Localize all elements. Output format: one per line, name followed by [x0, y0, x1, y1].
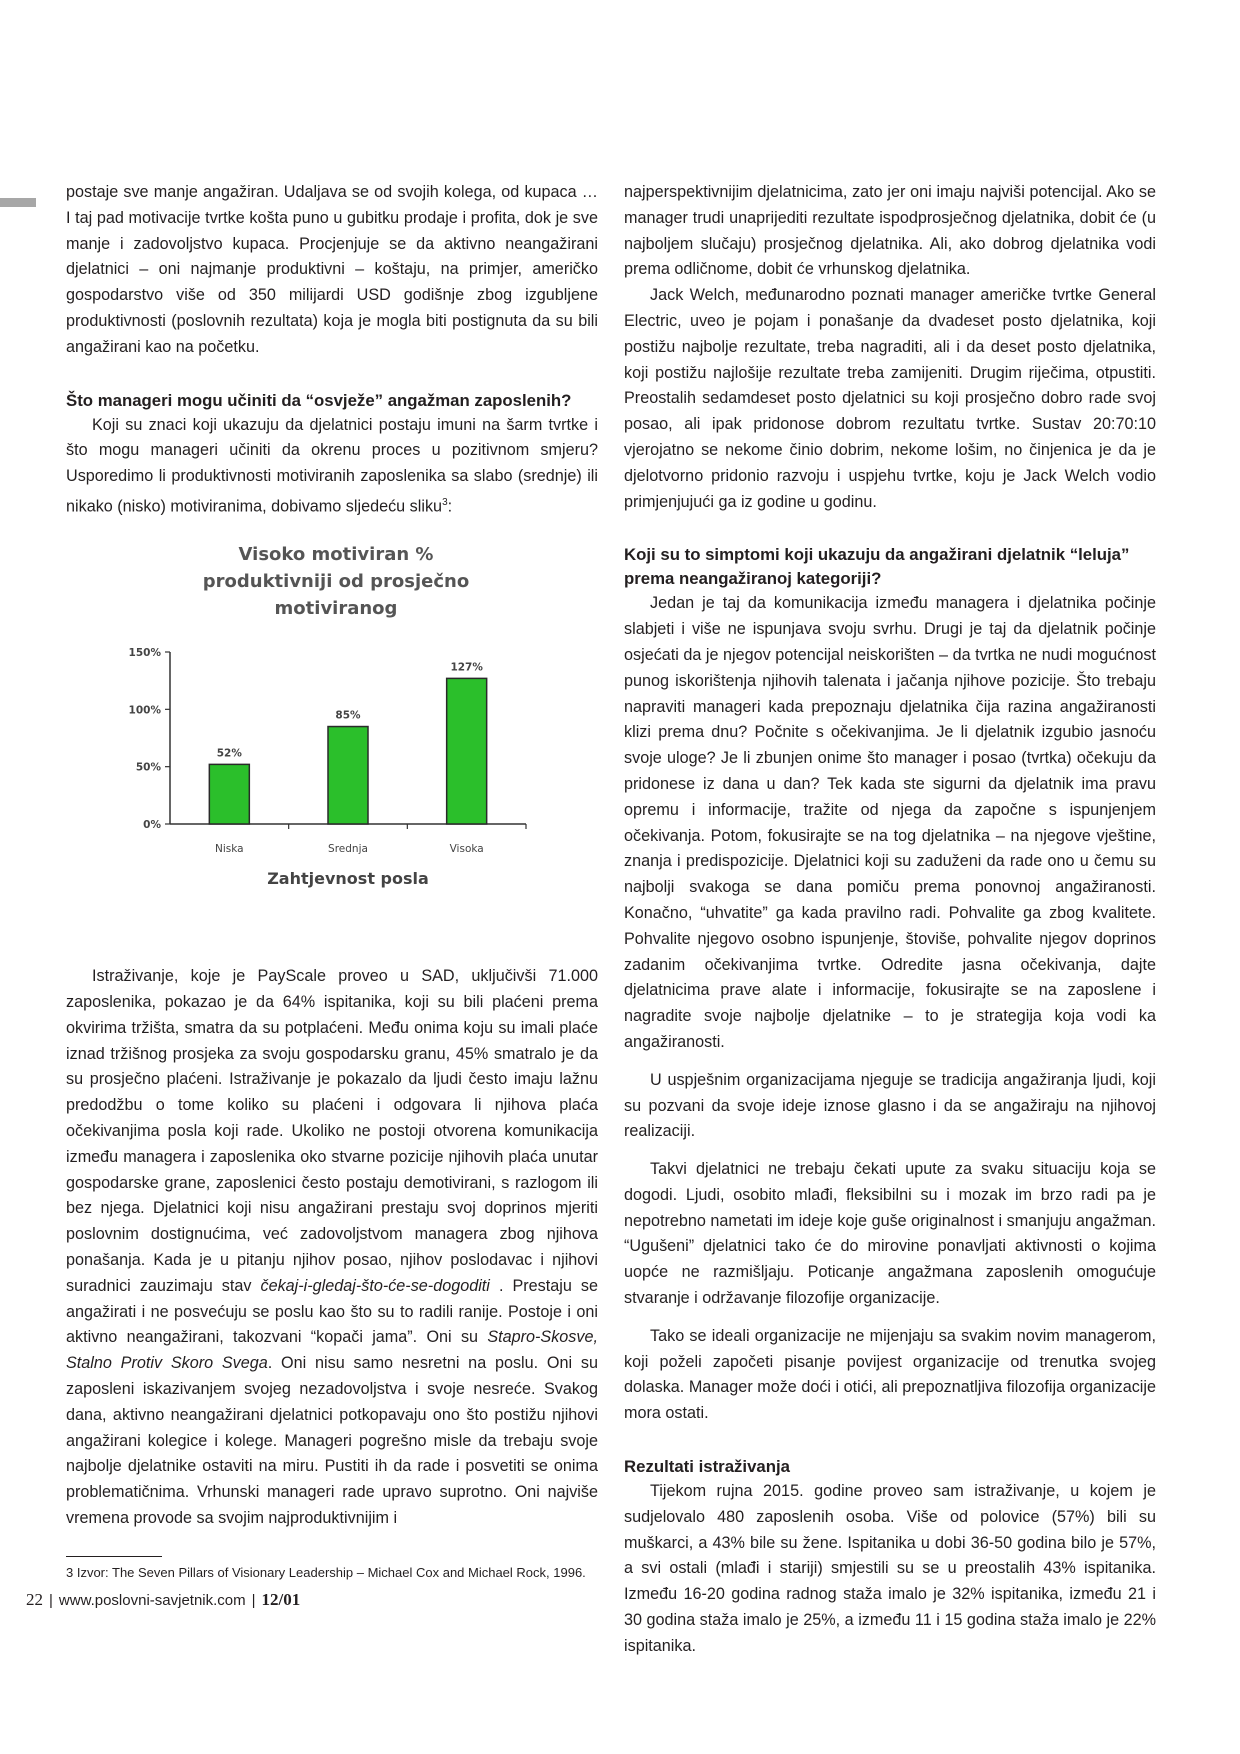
page-edge-marker: [0, 198, 36, 207]
paragraph: Takvi djelatnici ne trebaju čekati upute za svaku situaciju koja se dogodi. Ljudi, osobito mlađi, fleksibilni su i mozak im brzo radi pa je nepotrebno nametati im ideje koje guše originalnost i smanjuju angažman. “Ugušeni” djelatnici tako će do mirovine ponavljati aktivnosti o kojima uopće ne razmišljaju. Poticanje angažmana zaposlenih omogućuje stvaranje i održavanje filozofije organizacije.: [624, 1160, 1156, 1308]
bar-niska: [209, 765, 249, 825]
chart-title-line: motiviranog: [274, 598, 398, 620]
footnote-divider: [66, 1556, 162, 1557]
footnote: 3 Izvor: The Seven Pillars of Visionary Leadership – Michael Cox and Michael Rock, 1996.: [66, 1564, 586, 1580]
italic-phrase: Stapro-Skosve, Stalno Protiv Skoro Svega: [66, 1328, 598, 1373]
left-column: [66, 180, 598, 1582]
footnote-reference[interactable]: 3: [442, 496, 448, 508]
bar-visoka: [447, 679, 487, 825]
x-category-label: Visoka: [449, 843, 484, 856]
paragraph-end: :: [447, 497, 453, 516]
chart-title-line: Visoko motiviran %: [238, 544, 434, 566]
paragraph: Tako se ideali organizacije ne mijenjaju sa svakim novim managerom, koji poželi započeti pisanje povijest organizacije od trenutka svojeg dolaska. Manager može doći i otići, ali prepoznatljiva filozofija organizacije mora ostati.: [624, 1326, 1156, 1423]
right-column: [624, 180, 1156, 1660]
bar-chart: [66, 534, 598, 954]
x-category-label: Srednja: [328, 843, 368, 856]
bar-srednja: [328, 727, 368, 824]
bar-value-label: 52%: [216, 747, 242, 760]
page-footer: [26, 1590, 300, 1610]
x-category-label: Niska: [215, 843, 244, 856]
section-heading: Koji su to simptomi koji ukazuju da angažirani djelatnik “leluja” prema neangažiranoj kategoriji?: [624, 545, 1130, 589]
x-axis-title: Zahtjevnost posla: [267, 869, 429, 889]
y-tick-label: 150%: [128, 647, 161, 660]
paragraph: U uspješnim organizacijama njeguje se tradicija angažiranja ljudi, koji su pozvani da svoje ideje iznose glasno i da se angažiraju na njihovoj realizaciji.: [624, 1070, 1156, 1141]
bar-value-label: 127%: [450, 661, 483, 674]
bar-chart-figure: [66, 534, 598, 954]
chart-title-line: produktivniji od prosječno: [202, 571, 470, 593]
footer-separator: |: [49, 1592, 53, 1609]
page-number: 22: [26, 1590, 43, 1609]
paragraph: [66, 413, 598, 521]
paragraph: Jedan je taj da komunikacija između managera i djelatnika počinje slabjeti i više ne ispunjava svoju svrhu. Drugi je taj da djelatnik počinje osjećati da je njegov potencijal neiskorišten – da tvrtka ne nudi mogućnost punog iskorištenja njihovih talenata i jačanja njihove pozicije. Što trebaju napraviti manageri kada prepoznaju djelatnika čija razina angažiranosti klizi prema dnu? Počnite s očekivanjima. Je li djelatnik izgubio jasnoću svoje uloge? Je li zbunjen onime što manager i posao (tvrtka) očekuju da pridonese iz dana u dan? Tek kada ste sigurni da djelatnik ima pravu opremu i informacije, tražite od njega da započne s ispunjenjem očekivanja. Potom, fokusirajte se na tog djelatnika – na njegove vještine, znanja i predispozicije. Djelatnici koji su zaduženi da rade ono u čemu su najbolji svakoga se dana pomiču prema ponovnoj angažiranosti. Konačno, “uhvatite” ga kada pravilno radi. Pohvalite ga zbog kvalitete. Pohvalite njegovo osobno ispunjenje, štoviše, pohvalite njegov doprinos zadanim očekivanjima tvrtke. Odredite jasna očekivanja, dajte djelatnicima prave alate i informacije, fokusirajte se na zaposlene i nagradite svoje najbolje djelatnike – to je strategija koja vodi ka angažiranosti.: [624, 594, 1156, 1051]
paragraph: najperspektivnijim djelatnicima, zato jer oni imaju najviši potencijal. Ako se manager trudi unaprijediti rezultate ispodprosječnog djelatnika, dobit će (u najboljem slučaju) prosječnog djelatnika. Ali, ako dobrog djelatnika vodi prema odličnome, dobit će vrhunskog djelatnika.: [624, 183, 1156, 279]
footer-separator: |: [251, 1592, 256, 1609]
paragraph-text: . Prestaju se angažirati i ne posvećuju se poslu kao što su to radili ranije. Postoje i oni aktivno neangažirani, takozvani “kopači jama”. Oni su: [66, 1276, 598, 1347]
y-tick-label: 100%: [128, 704, 161, 717]
chart-title: [203, 544, 469, 619]
paragraph-text: Koji su znaci koji ukazuju da djelatnici postaju imuni na šarm tvrtke i što mogu manageri učiniti da okrenu proces u pozitivnom smjeru? Usporedimo li produktivnosti motiviranih zaposlenika sa slabo (srednje) ili nikako (nisko) motiviranima, dobivamo sljedeću sliku: [66, 415, 598, 516]
paragraph-text: . Oni nisu samo nesretni na poslu. Oni su zaposleni iskazivanjem svojeg nezadovoljstva i svoje nesreće. Svakog dana, aktivno neangažirani djelatnici potkopavaju ono što postižu njihovi angažirani kolegice i kolege. Manageri pogrešno misle da trebaju svoje najbolje djelatnike ostaviti na miru. Pustiti ih da rade i posvetiti se onima problematičnima. Vrhunski manageri rade upravo suprotno. Oni najviše vremena provode sa svojim najproduktivnijim i: [66, 1354, 598, 1527]
section-heading: Rezultati istraživanja: [624, 1457, 791, 1477]
bar-value-label: 85%: [335, 709, 361, 722]
paragraph: Jack Welch, međunarodno poznati manager američke tvrtke General Electric, uveo je pojam i ponašanje da dvadeset posto djelatnika, koji postižu najbolje rezultate, treba nagraditi, ali i da deset posto djelatnika, koji postižu najlošije rezultate treba zamijeniti. Drugim riječima, otpustiti. Preostalih sedamdeset posto djelatnici su koji prosječno dobro rade svoj posao, ali ipak pridonose dobrom rezultatu tvrtke. Sustav 20:70:10 vjerojatno se nekome činio dobrim, nekome lošim, no činjenica je da je djelotvorno pridonio razvoju i uspjehu tvrtke, koju je Jack Welch vodio primjenjujući ga iz godine u godinu.: [624, 286, 1156, 511]
paragraph: Tijekom rujna 2015. godine proveo sam istraživanje, u kojem je sudjelovalo 480 zaposlenih osoba. Više od polovice (57%) bili su muškarci, a 43% bile su žene. Ispitanika u dobi 36-50 godina bilo je 57%, a svi ostali (mlađi i stariji) smjestili su se u preostalih 43% ispitanika. Između 16-20 godina radnog staža imalo je 32% ispitanika, između 21 i 30 godina staža imalo je 25%, a između 11 i 15 godina staža imalo je 22% ispitanika.: [624, 1482, 1156, 1655]
paragraph-text: Istraživanje, koje je PayScale proveo u SAD, uključivši 71.000 zaposlenika, pokazao je da 64% ispitanika, koji su bili plaćeni prema okvirima tržišta, smatra da su potplaćeni. Među onima koju su imali plaće iznad tržišnog prosjeka za svoju gospodarsku granu, 45% smatralo je da su prosječno plaćeni. Istraživanje je pokazalo da ljudi često imaju lažnu predodžbu o tome koliko su plaćeni i odgovara li njihova plaća očekivanjima posla koji rade. Ukoliko ne postoji otvorena komunikacija između managera i zaposlenika oko stvarne pozicije njihovih plaća unutar gospodarske grane, zaposlenici često postaju demotivirani, s razlogom ili bez njega. Djelatnici koji nisu angažirani prestaju svoj doprinos mjeriti poslovnim dostignućima, već zadovoljstvom managera zbog njihova ponašanja. Kada je u pitanju njihov posao, njihov poslodavac i njihovi suradnici zauzimaju stav: [66, 967, 598, 1295]
y-tick-label: 0%: [143, 819, 161, 832]
chart-bars: [209, 679, 486, 825]
y-tick-label: 50%: [135, 761, 161, 774]
paragraph: postaje sve manje angažiran. Udaljava se od svojih kolega, od kupaca … I taj pad motivacije tvrtke košta puno u gubitku prodaje i profita, dok je sve manje i zadovoljstvo kupaca. Procjenjuje se da aktivno neangažirani djelatnici – oni najmanje produktivni – koštaju, na primjer, američko gospodarstvo više od 350 milijardi USD godišnje zbog izgubljene produktivnosti (poslovnih rezultata) koja je mogla biti postignuta da su bili angažirani kao na početku.: [66, 183, 598, 356]
section-heading: Što manageri mogu učiniti da “osvježe” angažman zaposlenih?: [66, 390, 572, 410]
issue-number: 12/01: [261, 1590, 301, 1609]
italic-phrase: čekaj-i-gledaj-što-će-se-dogoditi: [260, 1276, 490, 1295]
paragraph: [66, 964, 598, 1532]
footer-website-link[interactable]: www.poslovni-savjetnik.com: [58, 1592, 246, 1609]
